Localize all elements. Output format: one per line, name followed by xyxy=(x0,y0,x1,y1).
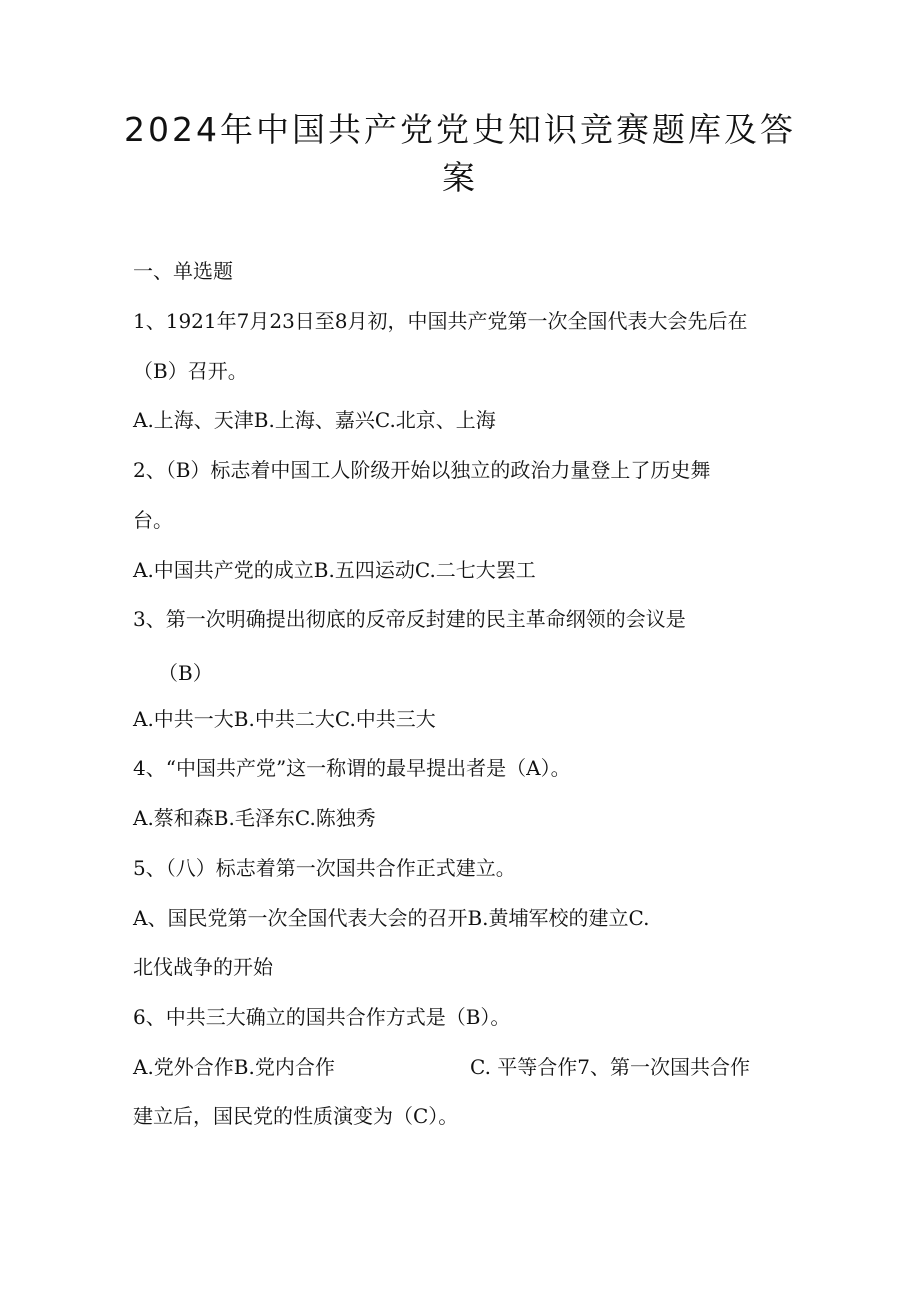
question-line: 5、（八）标志着第一次国共合作正式建立。 xyxy=(133,856,516,880)
options-line: A.上海、天津B.上海、嘉兴C.北京、上海 xyxy=(133,408,496,432)
document-title xyxy=(0,106,920,202)
title-line-1: 2024年中国共产党党史知识竞赛题库及答 xyxy=(124,110,796,149)
options-line: A.党外合作B.党内合作 xyxy=(133,1055,335,1079)
question-line: 4、“中国共产党”这一称谓的最早提出者是（A）。 xyxy=(133,756,571,780)
options-line: A、国民党第一次全国代表大会的召开B.黄埔军校的建立C. xyxy=(133,906,650,930)
question-line: 6、中共三大确立的国共合作方式是（B）。 xyxy=(133,1005,511,1029)
question-line: 3、第一次明确提出彻底的反帝反封建的民主革命纲领的会议是 xyxy=(133,607,686,631)
question-line: 台。 xyxy=(133,508,173,532)
section-heading: 一、单选题 xyxy=(133,259,233,283)
question-line: 建立后，国民党的性质演变为（C）。 xyxy=(133,1104,459,1128)
answer-line: （B） xyxy=(158,661,213,685)
options-line: A.中国共产党的成立B.五四运动C.二七大罢工 xyxy=(133,558,536,582)
question-line: 2、（B）标志着中国工人阶级开始以独立的政治力量登上了历史舞 xyxy=(133,458,711,482)
options-line: 北伐战争的开始 xyxy=(133,955,273,979)
question-line: （B）召开。 xyxy=(133,359,248,383)
options-line: A.中共一大B.中共二大C.中共三大 xyxy=(133,707,436,731)
title-line-2: 案 xyxy=(442,158,478,197)
options-line: C. 平等合作7、第一次国共合作 xyxy=(470,1055,751,1079)
question-line: 1、1921年7月23日至8月初，中国共产党第一次全国代表大会先后在 xyxy=(133,309,748,333)
options-line: A.蔡和森B.毛泽东C.陈独秀 xyxy=(133,806,376,830)
